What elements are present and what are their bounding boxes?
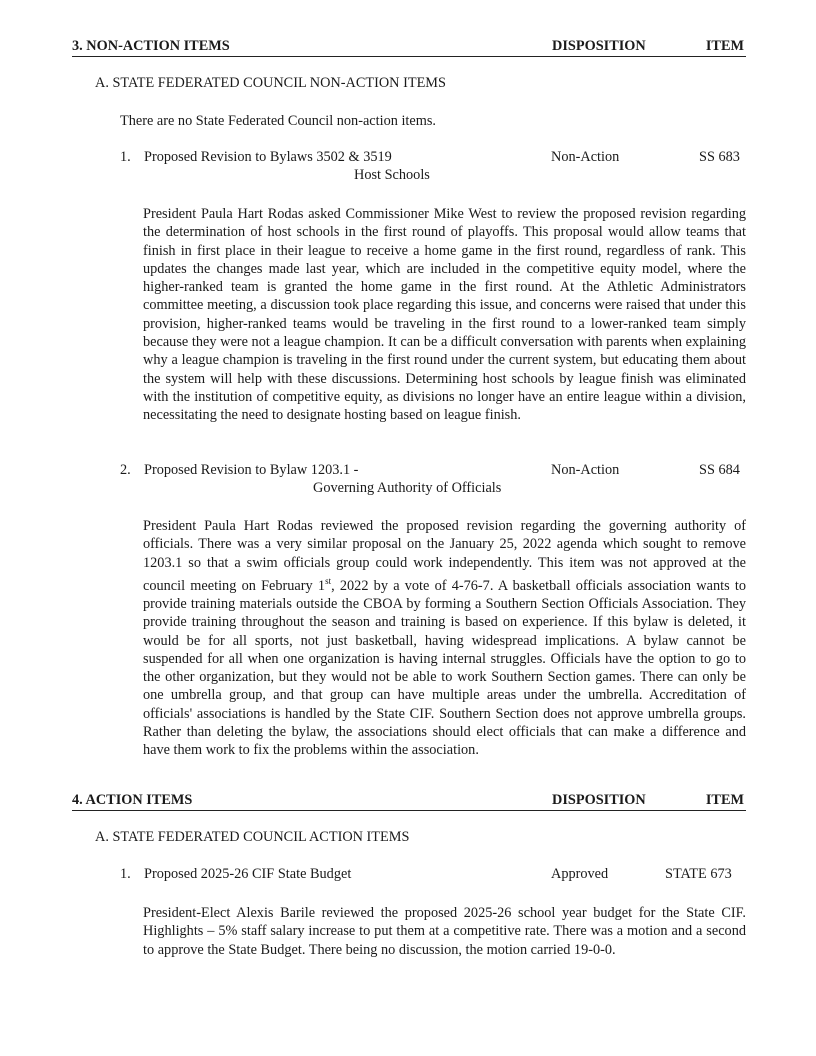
subsection-4a-title: A. STATE FEDERATED COUNCIL ACTION ITEMS [95,829,410,845]
section-4-title: 4. ACTION ITEMS [72,792,193,808]
item-title: Proposed Revision to Bylaws 3502 & 3519 [144,149,392,165]
item-code: SS 683 [699,149,740,165]
item-body-part1: President Paula Hart Rodas reviewed the proposed revision regarding the governing authority of officials. There was a very similar proposal on the January 25, 2022 agenda which sought to remove 1203.1 so that a swim officials group could work independently. This item was not approved at the council meeting on February 1 [143,518,746,594]
item-body-text: President Paula Hart Rodas asked Commissioner Mike West to review the proposed revision regarding the determination of host schools in the first round of playoffs. This proposal would allow teams that finish in first place in their league to receive a home game in the first round, regardless of rank. This updates the changes made last year, which are included in the competitive equity model, where the higher-ranked team is granted the home game in the first round. At the Athletic Administrators committee meeting, a discussion took place regarding this issue, and concerns were raised that under this provision, higher-ranked teams would be traveling in the first round to a lower-ranked team simply because they were not a league champion. It can be a difficult conversation with parents when explaining why a league champion is traveling in the first round under the current system, but educating them about the system will help with these discussions. Determining host schools by league finish was eliminated with the institution of competitive equity, as divisions no longer have an entire league within a division, necessitating the need to designate hosting based on league finish. [143,206,746,424]
disposition-column-header: DISPOSITION [552,38,646,54]
item-subtitle: Host Schools [354,167,430,183]
item-title: Proposed 2025-26 CIF State Budget [144,866,352,882]
item-body [143,205,746,425]
item-disposition: Non-Action [551,149,620,165]
disposition-column-header: DISPOSITION [552,792,646,808]
no-items-note: There are no State Federated Council non-action items. [120,113,437,129]
section-4-header [72,792,746,811]
item-code: STATE 673 [665,866,732,882]
item-body [143,904,746,959]
item-body-text [143,517,746,760]
item-number: 1. [120,866,131,882]
item-body-part2: , 2022 by a vote of 4-76-7. A basketball officials association wants to provide training materials outside the CBOA by forming a Southern Section Officials Association. They provide training throughout the season and training is based on experience. If this bylaw is deleted, it would be for all sports, not just basketball, having widespread implications. A bylaw cannot be suspended for all when one organization is having internal struggles. Officials have the option to go to the other organization, but they would not be able to work Southern Section games. There can only be one umbrella group, and that group can have multiple areas under the umbrella. Accreditation of officials' associations is handled by the State CIF. Southern Section does not approve umbrella groups. Rather than deleting the bylaw, the associations should elect officials that can make a difference and have them work to fix the problems within the association. [143,577,746,759]
item-number: 1. [120,149,131,165]
item-body-text: President-Elect Alexis Barile reviewed the proposed 2025-26 school year budget for the State CIF. Highlights – 5% staff salary increase to put them at a competitive rate. There was a motion and a second to approve the State Budget. There being no discussion, the motion carried 19-0-0. [143,905,746,958]
item-body [143,517,746,760]
item-column-header: ITEM [705,38,744,54]
item-disposition: Approved [551,866,609,882]
subsection-3a-title: A. STATE FEDERATED COUNCIL NON-ACTION ITEMS [95,75,446,91]
item-code: SS 684 [699,462,740,478]
section-3-header [72,38,746,57]
item-disposition: Non-Action [551,462,620,478]
item-subtitle: Governing Authority of Officials [313,480,502,496]
item-column-header: ITEM [705,792,744,808]
item-title: Proposed Revision to Bylaw 1203.1 - [144,462,359,478]
item-number: 2. [120,462,131,478]
section-3-title: 3. NON-ACTION ITEMS [72,38,230,54]
ordinal-suffix: st [325,575,332,586]
